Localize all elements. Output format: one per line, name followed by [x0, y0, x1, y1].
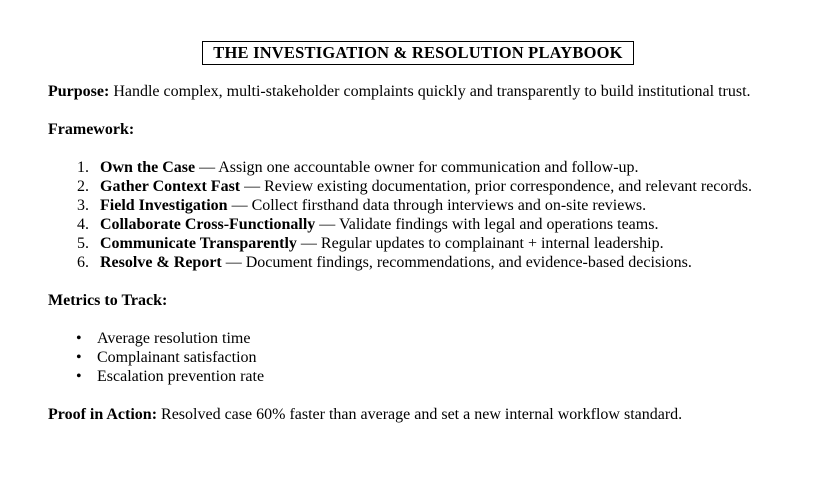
step-description: — Regular updates to complainant + internal leadership. — [300, 235, 664, 252]
purpose-text: Handle complex, multi-stakeholder complaints quickly and transparently to build institutional trust. — [113, 83, 751, 100]
proof-text: Resolved case 60% faster than average and set a new internal workflow standard. — [161, 406, 683, 423]
step-number: 6. — [77, 254, 89, 271]
framework-step — [48, 196, 788, 215]
metric-text: Complainant satisfaction — [97, 349, 257, 366]
step-description: — Assign one accountable owner for communication and follow-up. — [199, 159, 639, 176]
step-text — [100, 177, 788, 196]
framework-step — [48, 215, 788, 234]
step-name: Field Investigation — [100, 197, 228, 214]
step-name: Own the Case — [100, 159, 196, 176]
framework-step — [48, 234, 788, 253]
step-text — [100, 215, 788, 234]
step-text — [100, 234, 788, 253]
proof-label: Proof in Action: — [48, 406, 158, 423]
framework-step — [48, 253, 788, 272]
step-name: Communicate Transparently — [100, 235, 297, 252]
bullet-marker: • — [76, 349, 82, 366]
framework-list — [48, 158, 788, 272]
metrics-list — [48, 329, 788, 386]
step-number: 3. — [77, 197, 89, 214]
step-text — [100, 196, 788, 215]
document-title: THE INVESTIGATION & RESOLUTION PLAYBOOK — [202, 41, 633, 65]
step-description: — Review existing documentation, prior correspondence, and relevant records. — [244, 178, 752, 195]
step-description: — Validate findings with legal and operations teams. — [319, 216, 659, 233]
purpose-label: Purpose: — [48, 83, 110, 100]
framework-heading: Framework: — [48, 121, 135, 138]
step-number: 4. — [77, 216, 89, 233]
step-number: 2. — [77, 178, 89, 195]
step-description: — Document findings, recommendations, and evidence-based decisions. — [225, 254, 692, 271]
metric-text: Escalation prevention rate — [97, 368, 265, 385]
bullet-marker: • — [76, 368, 82, 385]
framework-step — [48, 177, 788, 196]
title-row — [48, 41, 788, 65]
proof-paragraph — [48, 405, 788, 424]
step-number: 5. — [77, 235, 89, 252]
metric-text: Average resolution time — [97, 330, 251, 347]
metrics-heading: Metrics to Track: — [48, 292, 168, 309]
metric-item — [48, 348, 788, 367]
metric-item — [48, 367, 788, 386]
step-text — [100, 158, 788, 177]
step-name: Gather Context Fast — [100, 178, 241, 195]
step-name: Collaborate Cross-Functionally — [100, 216, 316, 233]
step-text — [100, 253, 788, 272]
step-name: Resolve & Report — [100, 254, 222, 271]
metric-item — [48, 329, 788, 348]
purpose-paragraph — [48, 82, 788, 101]
bullet-marker: • — [76, 330, 82, 347]
step-number: 1. — [77, 159, 89, 176]
framework-step — [48, 158, 788, 177]
step-description: — Collect firsthand data through interviews and on-site reviews. — [231, 197, 647, 214]
